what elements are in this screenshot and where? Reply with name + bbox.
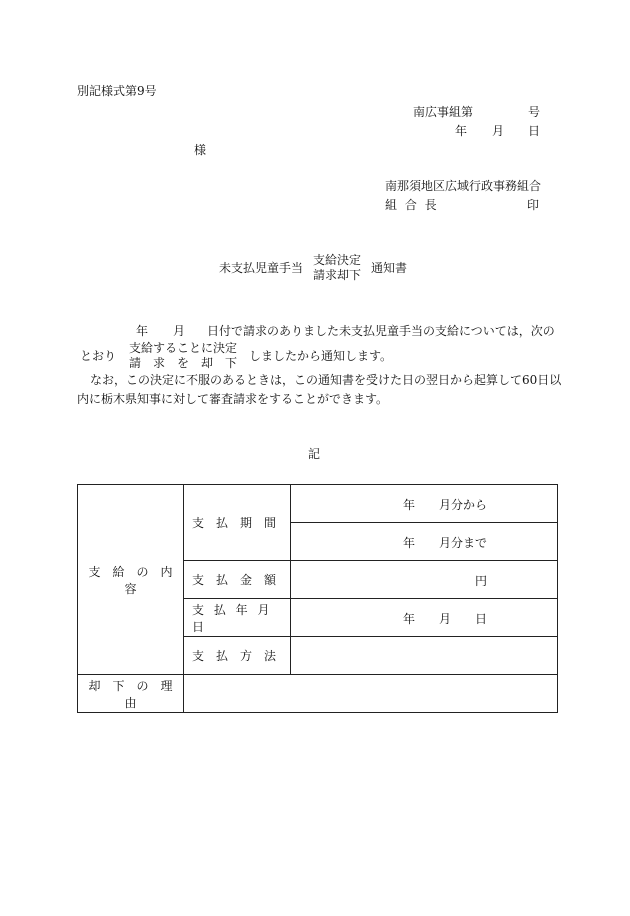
period-from-cell[interactable] [291, 485, 558, 523]
payment-content-table [77, 484, 558, 713]
amount-label [184, 561, 291, 599]
seal-mark: 印 [527, 198, 540, 212]
issuer-title: 組 合 長 [385, 198, 439, 212]
period-from-year: 年 [403, 498, 416, 512]
period-to-year: 年 [403, 536, 416, 550]
category-content: 支 給 の 内 容 [78, 485, 184, 675]
body-year: 年 [136, 324, 149, 338]
body-month: 月 [173, 324, 186, 338]
method-cell[interactable] [291, 637, 558, 675]
payment-date-day: 日 [475, 612, 488, 626]
period-label-text: 支 払 期 間 [192, 516, 277, 530]
title-option-lower: 請求却下 [313, 268, 362, 282]
payment-date-cell[interactable] [291, 599, 558, 637]
period-from-text: 月分から [439, 498, 488, 512]
reason-cell[interactable] [184, 675, 558, 713]
title-prefix: 未支払児童手当 [219, 261, 304, 275]
doc-number-prefix: 南広事組第 [413, 105, 474, 119]
issuer-org: 南那須地区広域行政事務組合 [385, 179, 542, 193]
amount-unit: 円 [475, 574, 488, 588]
table-row [78, 485, 558, 523]
date-month: 月 [492, 124, 505, 138]
method-label-text: 支 払 方 法 [192, 649, 277, 663]
period-label [184, 485, 291, 561]
date-year: 年 [455, 124, 468, 138]
ki-mark: 記 [308, 447, 321, 461]
payment-date-label [184, 599, 291, 637]
body-line2-option-lower: 請 求 を 却 下 [129, 356, 238, 370]
period-to-cell[interactable] [291, 523, 558, 561]
category-reason: 却 下 の 理 由 [78, 675, 184, 713]
date-day: 日 [528, 124, 541, 138]
body-line2-prefix: とおり [80, 349, 117, 363]
title-option-upper: 支給決定 [313, 253, 362, 267]
payment-date-year: 年 [403, 612, 416, 626]
body-line3: なお，この決定に不服のあるときは，この通知書を受けた日の翌日から起算して60日以 [90, 373, 562, 387]
period-to-text: 月分まで [439, 536, 488, 550]
body-line1: 日付で請求のありました未支払児童手当の支給については，次の [207, 324, 555, 338]
body-line4: 内に栃木県知事に対して審査請求をすることができます。 [77, 392, 389, 406]
body-line2-suffix: しましたから通知します。 [249, 349, 393, 363]
title-suffix: 通知書 [371, 261, 408, 275]
amount-cell[interactable] [291, 561, 558, 599]
form-number: 別記様式第9号 [77, 84, 157, 98]
amount-label-text: 支 払 金 額 [192, 573, 277, 587]
doc-number-suffix: 号 [528, 105, 541, 119]
table-row [78, 675, 558, 713]
method-label [184, 637, 291, 675]
payment-date-month: 月 [439, 612, 452, 626]
payment-date-label-text: 支 払 年 月 日 [192, 602, 273, 634]
addressee-honorific: 様 [194, 143, 207, 157]
body-line2-option-upper: 支給することに決定 [129, 341, 238, 355]
